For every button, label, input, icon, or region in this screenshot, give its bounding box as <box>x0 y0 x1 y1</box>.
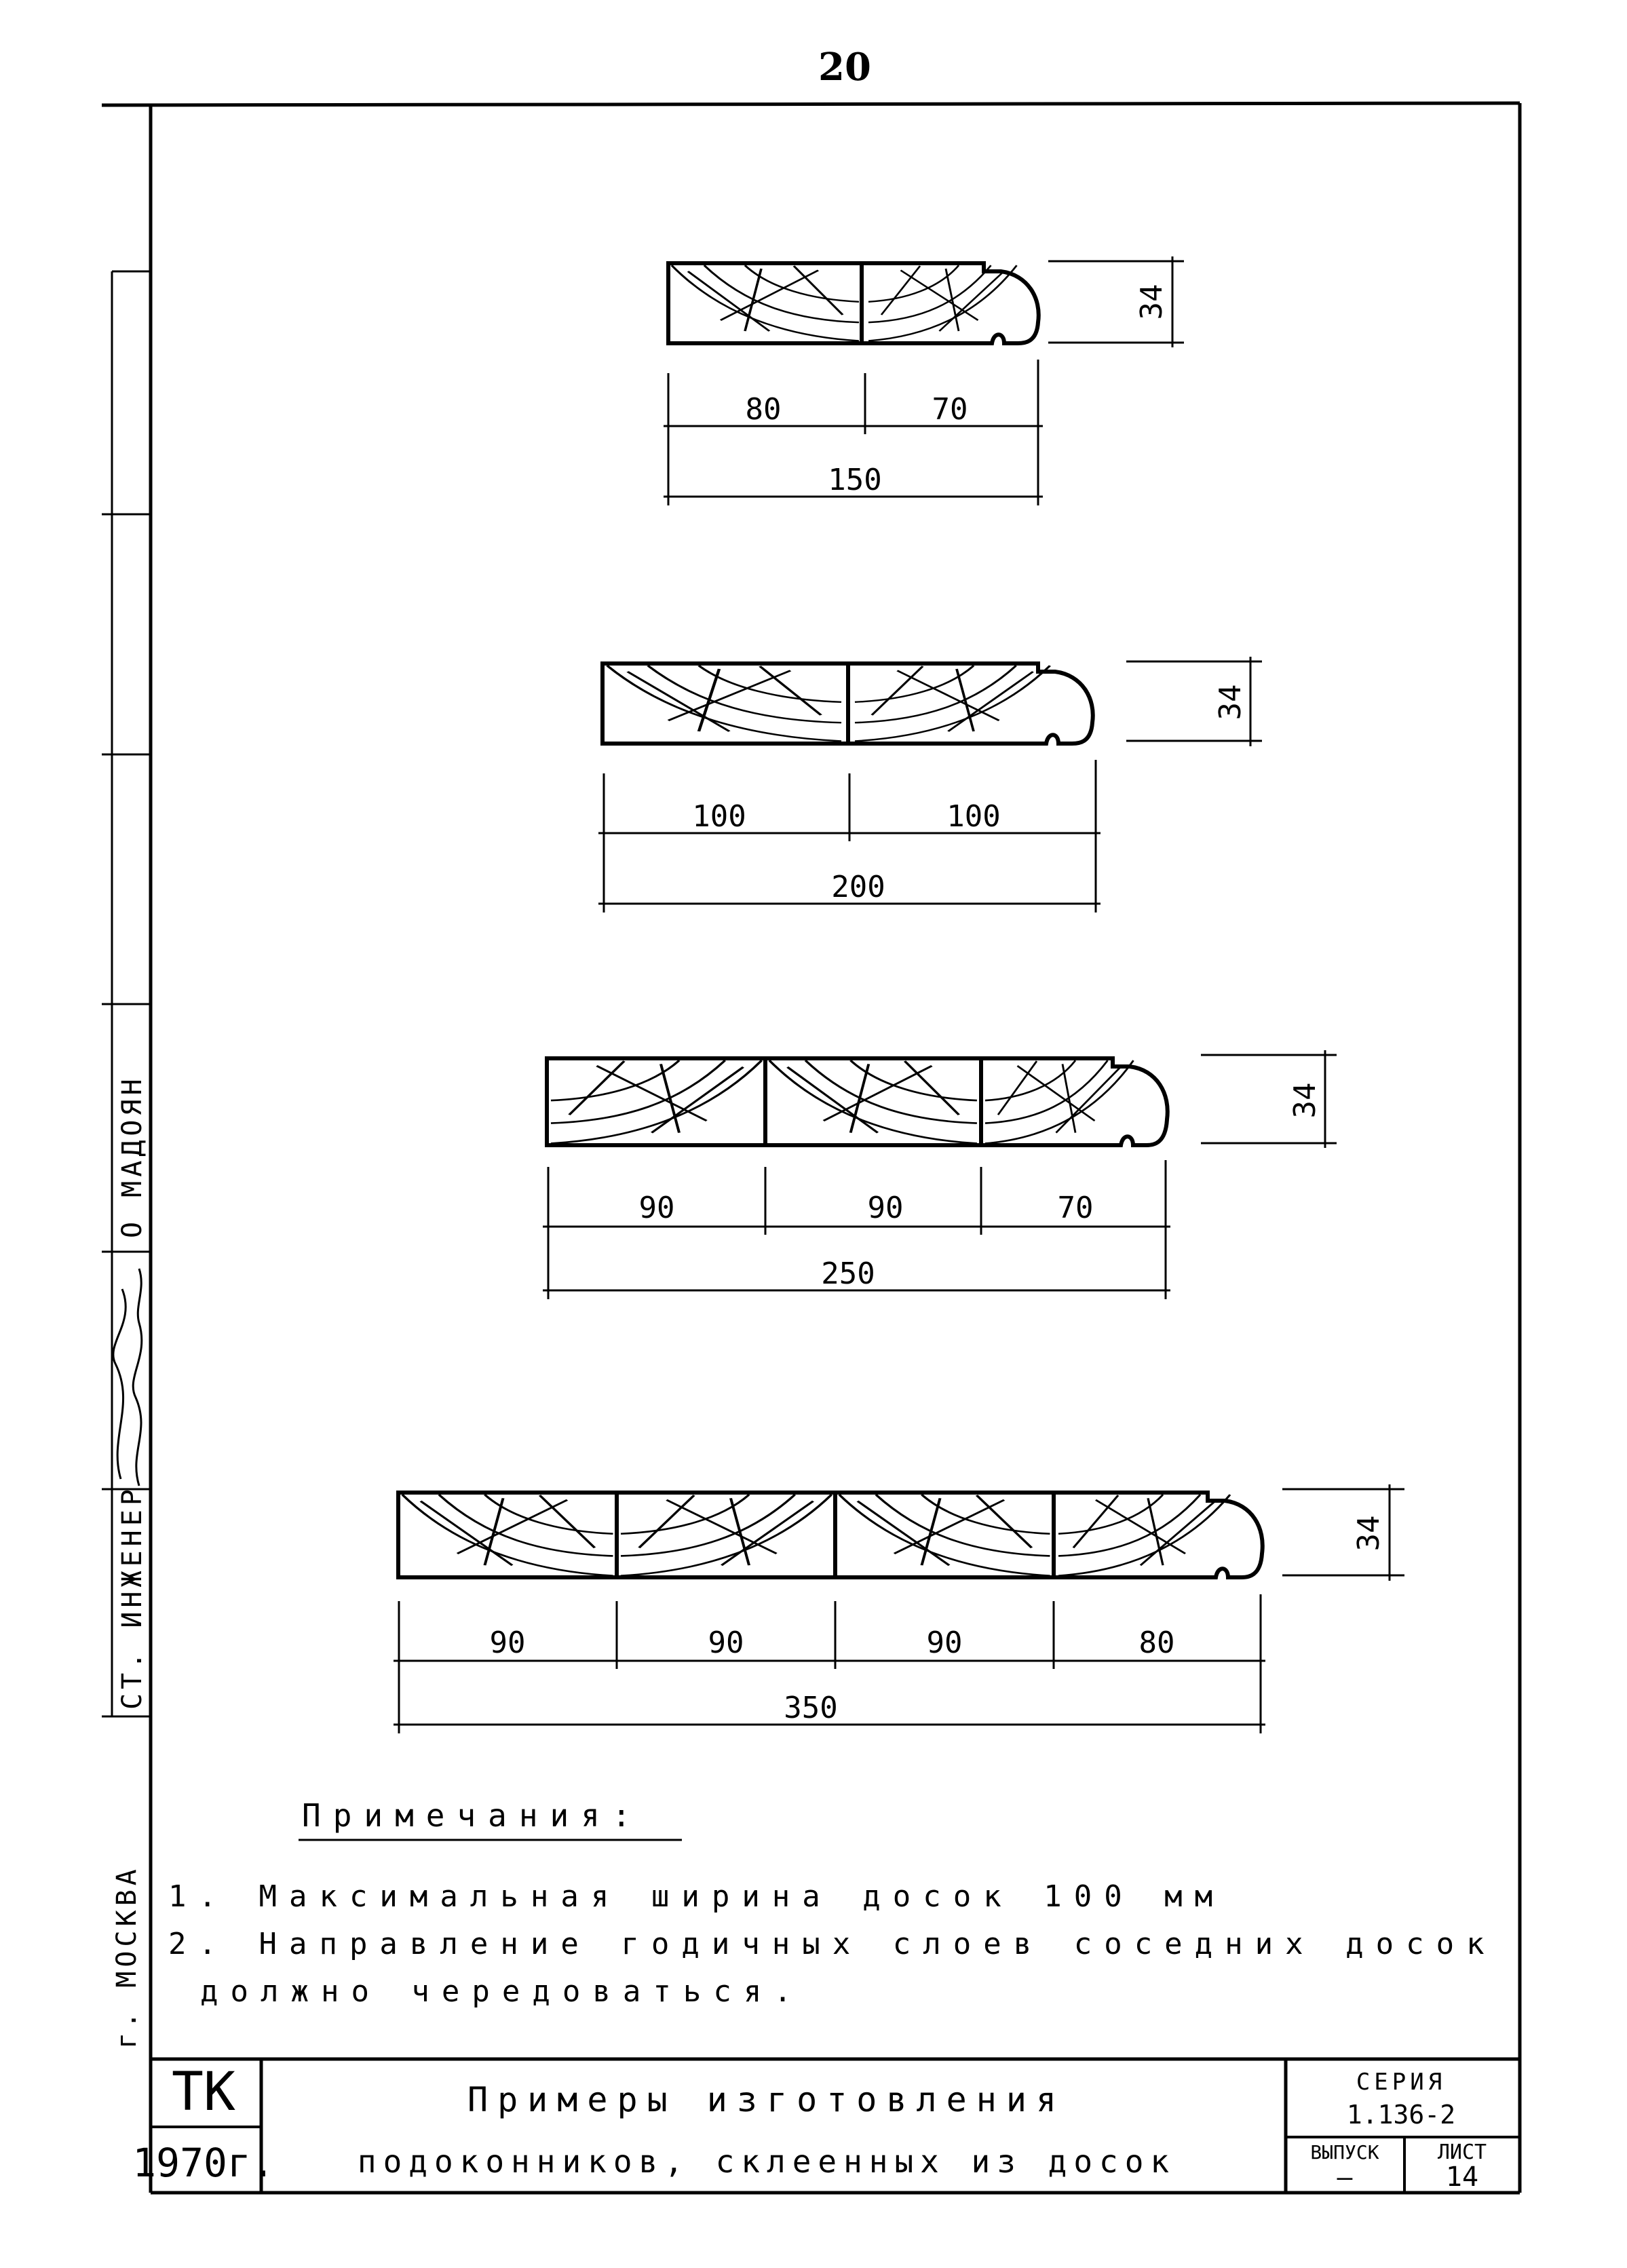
dimension-label: 90 <box>926 1626 963 1660</box>
board-edge <box>981 1058 1168 1145</box>
board-edge <box>862 263 1039 343</box>
year: 1970г. <box>132 2140 275 2186</box>
stamp-engineer-label: СТ. ИНЖЕНЕР <box>117 1485 148 1710</box>
page-number: 20 <box>818 45 871 90</box>
board <box>602 664 848 744</box>
notes <box>168 1797 1497 2009</box>
grain-pattern <box>985 1060 1134 1143</box>
dimension-label: 90 <box>638 1191 675 1225</box>
grain-pattern <box>868 265 1017 341</box>
stamp-city: г. МОСКВА <box>111 1865 142 2049</box>
total-dimension-label: 350 <box>784 1691 838 1725</box>
profile-2 <box>598 657 1262 912</box>
dimension-label: 80 <box>745 392 782 427</box>
frame-top <box>102 103 1520 105</box>
dimension-label: 90 <box>867 1191 904 1225</box>
dimension-label: 80 <box>1138 1626 1175 1660</box>
total-dimension-label: 150 <box>828 463 882 497</box>
profile-3 <box>543 1050 1337 1299</box>
dimension-label: 70 <box>1057 1191 1094 1225</box>
grain-pattern <box>551 1060 762 1143</box>
grain-pattern <box>769 1060 977 1143</box>
board <box>617 1493 835 1577</box>
grain-pattern <box>607 666 841 741</box>
signature-1 <box>113 1289 126 1479</box>
issue-value: — <box>1337 2162 1353 2192</box>
dimension-label: 90 <box>708 1626 744 1660</box>
thickness-label: 34 <box>1288 1082 1322 1119</box>
sheet-value: 14 <box>1445 2161 1479 2193</box>
total-dimension-label: 200 <box>831 870 885 904</box>
dimension-label: 70 <box>932 392 968 427</box>
notes-heading: Примечания: <box>302 1797 643 1834</box>
thickness-label: 34 <box>1352 1515 1386 1552</box>
issue-label: ВЫПУСК <box>1310 2141 1379 2164</box>
series-value: 1.136-2 <box>1346 2100 1456 2130</box>
signature-2 <box>133 1269 142 1486</box>
board <box>668 263 862 343</box>
note-item-1: 1. Максимальная ширина досок 100 мм <box>168 1879 1225 1914</box>
profile-1 <box>664 256 1184 505</box>
grain-pattern <box>672 265 859 341</box>
title-line-1: Примеры изготовления <box>467 2080 1067 2119</box>
total-dimension-label: 250 <box>821 1256 875 1291</box>
grain-pattern <box>402 1495 613 1576</box>
grain-pattern <box>621 1495 832 1576</box>
profile-4 <box>394 1484 1404 1733</box>
board <box>398 1493 617 1577</box>
sheet-label: ЛИСТ <box>1437 2140 1487 2164</box>
note-item-2: 2. Направление годичных слоев соседних досок <box>168 1927 1497 1961</box>
title-line-2: подоконников, склеенных из досок <box>357 2143 1176 2180</box>
title-block <box>132 2059 1520 2193</box>
note-item-3: должно чередоваться. <box>200 1974 804 2009</box>
grain-pattern <box>1058 1495 1230 1576</box>
board <box>835 1493 1054 1577</box>
stamp-engineer-name: О МАДОЯН <box>117 1075 148 1238</box>
dimension-label: 100 <box>946 799 1001 834</box>
grain-pattern <box>855 666 1050 741</box>
org-code: ТК <box>172 2062 235 2123</box>
dimension-label: 100 <box>692 799 746 834</box>
series-label: СЕРИЯ <box>1356 2069 1447 2096</box>
thickness-label: 34 <box>1134 284 1169 320</box>
side-stamp <box>102 271 151 2049</box>
dimension-label: 90 <box>489 1626 526 1660</box>
grain-pattern <box>839 1495 1050 1576</box>
thickness-label: 34 <box>1213 684 1248 720</box>
board <box>765 1058 981 1145</box>
board <box>547 1058 765 1145</box>
